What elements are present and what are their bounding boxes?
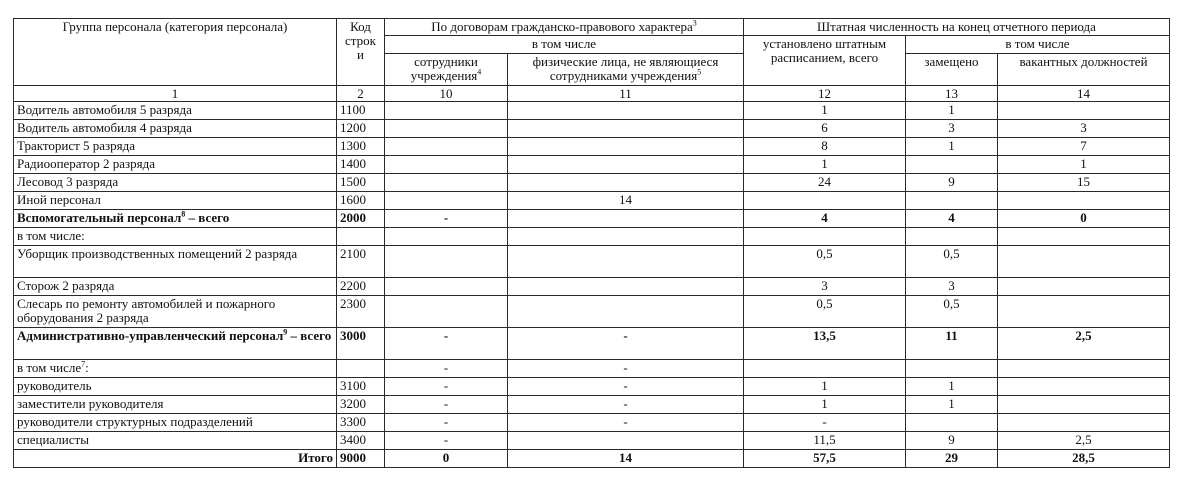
cell-c13: 4 <box>906 210 998 228</box>
table-row <box>14 192 1170 210</box>
cell-c10: - <box>385 432 508 450</box>
col-number: 10 <box>385 86 508 102</box>
table-row <box>14 228 1170 246</box>
row-code: 2300 <box>337 296 385 328</box>
row-code: 3300 <box>337 414 385 432</box>
header-civil: По договорам гражданско-правового характера$^3$ <box>385 19 744 36</box>
cell-c13 <box>906 360 998 378</box>
cell-c13: 3 <box>906 120 998 138</box>
cell-c13: 9 <box>906 432 998 450</box>
cell-c14: 2,5 <box>998 432 1170 450</box>
cell-c14: 0 <box>998 210 1170 228</box>
header-physical: физические лица, не являющиеся сотрудниками учреждения$^5$ <box>508 54 744 86</box>
table-row <box>14 432 1170 450</box>
row-name: Уборщик производственных помещений 2 разряда <box>14 246 337 278</box>
table-row <box>14 102 1170 120</box>
cell-c11 <box>508 138 744 156</box>
cell-c13: 11 <box>906 328 998 360</box>
cell-c12: 3 <box>744 278 906 296</box>
col-number: 1 <box>14 86 337 102</box>
cell-c10: - <box>385 414 508 432</box>
col-number: 14 <box>998 86 1170 102</box>
row-name: руководители структурных подразделений <box>14 414 337 432</box>
cell-c12: 8 <box>744 138 906 156</box>
row-code: 3200 <box>337 396 385 414</box>
total-label: Итого <box>14 450 337 468</box>
header-employees: сотрудники учреждения$^4$ <box>385 54 508 86</box>
table-row <box>14 378 1170 396</box>
row-name: специалисты <box>14 432 337 450</box>
cell-c13 <box>906 228 998 246</box>
cell-c14 <box>998 228 1170 246</box>
staff-report-table <box>13 18 1170 468</box>
cell-c10: - <box>385 328 508 360</box>
row-name: Иной персонал <box>14 192 337 210</box>
row-code: 3100 <box>337 378 385 396</box>
cell-c11: - <box>508 328 744 360</box>
cell-c10 <box>385 120 508 138</box>
cell-c14: 7 <box>998 138 1170 156</box>
header-code: Код строк и <box>337 19 385 86</box>
cell-c12: 1 <box>744 156 906 174</box>
cell-c11 <box>508 296 744 328</box>
cell-c11 <box>508 102 744 120</box>
header-civil-incl: в том числе <box>385 36 744 54</box>
header-staff-total: установлено штатным расписанием, всего <box>744 36 906 86</box>
cell-c12: 1 <box>744 102 906 120</box>
cell-c12: 13,5 <box>744 328 906 360</box>
cell-c10 <box>385 246 508 278</box>
table-row <box>14 414 1170 432</box>
cell-c10 <box>385 192 508 210</box>
cell-c12 <box>744 228 906 246</box>
table-row <box>14 174 1170 192</box>
cell-c14 <box>998 192 1170 210</box>
row-name: Административно-управленческий персонал$^9$ – всего <box>14 328 337 360</box>
cell-c14 <box>998 246 1170 278</box>
total-code: 9000 <box>337 450 385 468</box>
row-code: 2000 <box>337 210 385 228</box>
cell-c14 <box>998 296 1170 328</box>
cell-c13: 1 <box>906 378 998 396</box>
row-name: заместители руководителя <box>14 396 337 414</box>
cell-c10 <box>385 102 508 120</box>
total-c13: 29 <box>906 450 998 468</box>
col-number: 12 <box>744 86 906 102</box>
row-code: 1300 <box>337 138 385 156</box>
cell-c11: - <box>508 378 744 396</box>
row-name: Вспомогательный персонал$^8$ – всего <box>14 210 337 228</box>
cell-c11: - <box>508 360 744 378</box>
cell-c10 <box>385 156 508 174</box>
cell-c12 <box>744 360 906 378</box>
cell-c12: 24 <box>744 174 906 192</box>
cell-c12: 1 <box>744 378 906 396</box>
row-name: Слесарь по ремонту автомобилей и пожарного оборудования 2 разряда <box>14 296 337 328</box>
col-number: 2 <box>337 86 385 102</box>
cell-c10: - <box>385 210 508 228</box>
row-code: 1500 <box>337 174 385 192</box>
cell-c10: - <box>385 360 508 378</box>
cell-c11 <box>508 228 744 246</box>
row-name: Лесовод 3 разряда <box>14 174 337 192</box>
cell-c10: - <box>385 396 508 414</box>
row-name: Тракторист 5 разряда <box>14 138 337 156</box>
total-c14: 28,5 <box>998 450 1170 468</box>
cell-c14 <box>998 102 1170 120</box>
cell-c11 <box>508 174 744 192</box>
cell-c10 <box>385 228 508 246</box>
cell-c13 <box>906 156 998 174</box>
row-name: в том числе$^7$: <box>14 360 337 378</box>
cell-c13: 3 <box>906 278 998 296</box>
cell-c10 <box>385 138 508 156</box>
cell-c11 <box>508 156 744 174</box>
cell-c11 <box>508 246 744 278</box>
row-code: 2200 <box>337 278 385 296</box>
cell-c12: 0,5 <box>744 246 906 278</box>
cell-c14: 15 <box>998 174 1170 192</box>
header-filled: замещено <box>906 54 998 86</box>
cell-c14: 2,5 <box>998 328 1170 360</box>
cell-c12: 0,5 <box>744 296 906 328</box>
cell-c12: - <box>744 414 906 432</box>
table-row <box>14 120 1170 138</box>
table-row <box>14 156 1170 174</box>
row-code: 3000 <box>337 328 385 360</box>
table-row <box>14 360 1170 378</box>
cell-c11: 14 <box>508 192 744 210</box>
cell-c13: 9 <box>906 174 998 192</box>
cell-c12: 4 <box>744 210 906 228</box>
row-code: 3400 <box>337 432 385 450</box>
cell-c11 <box>508 210 744 228</box>
table-row <box>14 246 1170 278</box>
cell-c11: - <box>508 396 744 414</box>
header-vacant: вакантных должностей <box>998 54 1170 86</box>
cell-c11: - <box>508 414 744 432</box>
cell-c10: - <box>385 378 508 396</box>
table-row <box>14 210 1170 228</box>
cell-c13: 1 <box>906 138 998 156</box>
cell-c10 <box>385 296 508 328</box>
cell-c14 <box>998 396 1170 414</box>
header-staff: Штатная численность на конец отчетного периода <box>744 19 1170 36</box>
row-name: Сторож 2 разряда <box>14 278 337 296</box>
row-code: 1200 <box>337 120 385 138</box>
row-code <box>337 228 385 246</box>
cell-c14: 3 <box>998 120 1170 138</box>
row-name: в том числе: <box>14 228 337 246</box>
cell-c13: 0,5 <box>906 296 998 328</box>
cell-c11 <box>508 120 744 138</box>
row-name: Водитель автомобиля 5 разряда <box>14 102 337 120</box>
cell-c10 <box>385 278 508 296</box>
cell-c13 <box>906 414 998 432</box>
row-code <box>337 360 385 378</box>
table-body <box>14 102 1170 468</box>
total-c11: 14 <box>508 450 744 468</box>
cell-c11 <box>508 432 744 450</box>
row-code: 1600 <box>337 192 385 210</box>
cell-c13: 1 <box>906 102 998 120</box>
table-row <box>14 328 1170 360</box>
row-name: руководитель <box>14 378 337 396</box>
cell-c12: 1 <box>744 396 906 414</box>
cell-c14: 1 <box>998 156 1170 174</box>
cell-c14 <box>998 278 1170 296</box>
row-name: Радиооператор 2 разряда <box>14 156 337 174</box>
cell-c10 <box>385 174 508 192</box>
cell-c12: 6 <box>744 120 906 138</box>
header-staff-incl: в том числе <box>906 36 1170 54</box>
cell-c12: 11,5 <box>744 432 906 450</box>
row-code: 1400 <box>337 156 385 174</box>
cell-c14 <box>998 378 1170 396</box>
table-row <box>14 396 1170 414</box>
total-row <box>14 450 1170 468</box>
row-code: 2100 <box>337 246 385 278</box>
cell-c12 <box>744 192 906 210</box>
table-row <box>14 138 1170 156</box>
cell-c13: 1 <box>906 396 998 414</box>
cell-c14 <box>998 360 1170 378</box>
column-number-row <box>14 86 1170 102</box>
cell-c13: 0,5 <box>906 246 998 278</box>
header-group: Группа персонала (категория персонала) <box>14 19 337 86</box>
total-c12: 57,5 <box>744 450 906 468</box>
row-name: Водитель автомобиля 4 разряда <box>14 120 337 138</box>
table-row <box>14 278 1170 296</box>
cell-c13 <box>906 192 998 210</box>
row-code: 1100 <box>337 102 385 120</box>
total-c10: 0 <box>385 450 508 468</box>
table-row <box>14 296 1170 328</box>
cell-c14 <box>998 414 1170 432</box>
col-number: 13 <box>906 86 998 102</box>
cell-c11 <box>508 278 744 296</box>
col-number: 11 <box>508 86 744 102</box>
